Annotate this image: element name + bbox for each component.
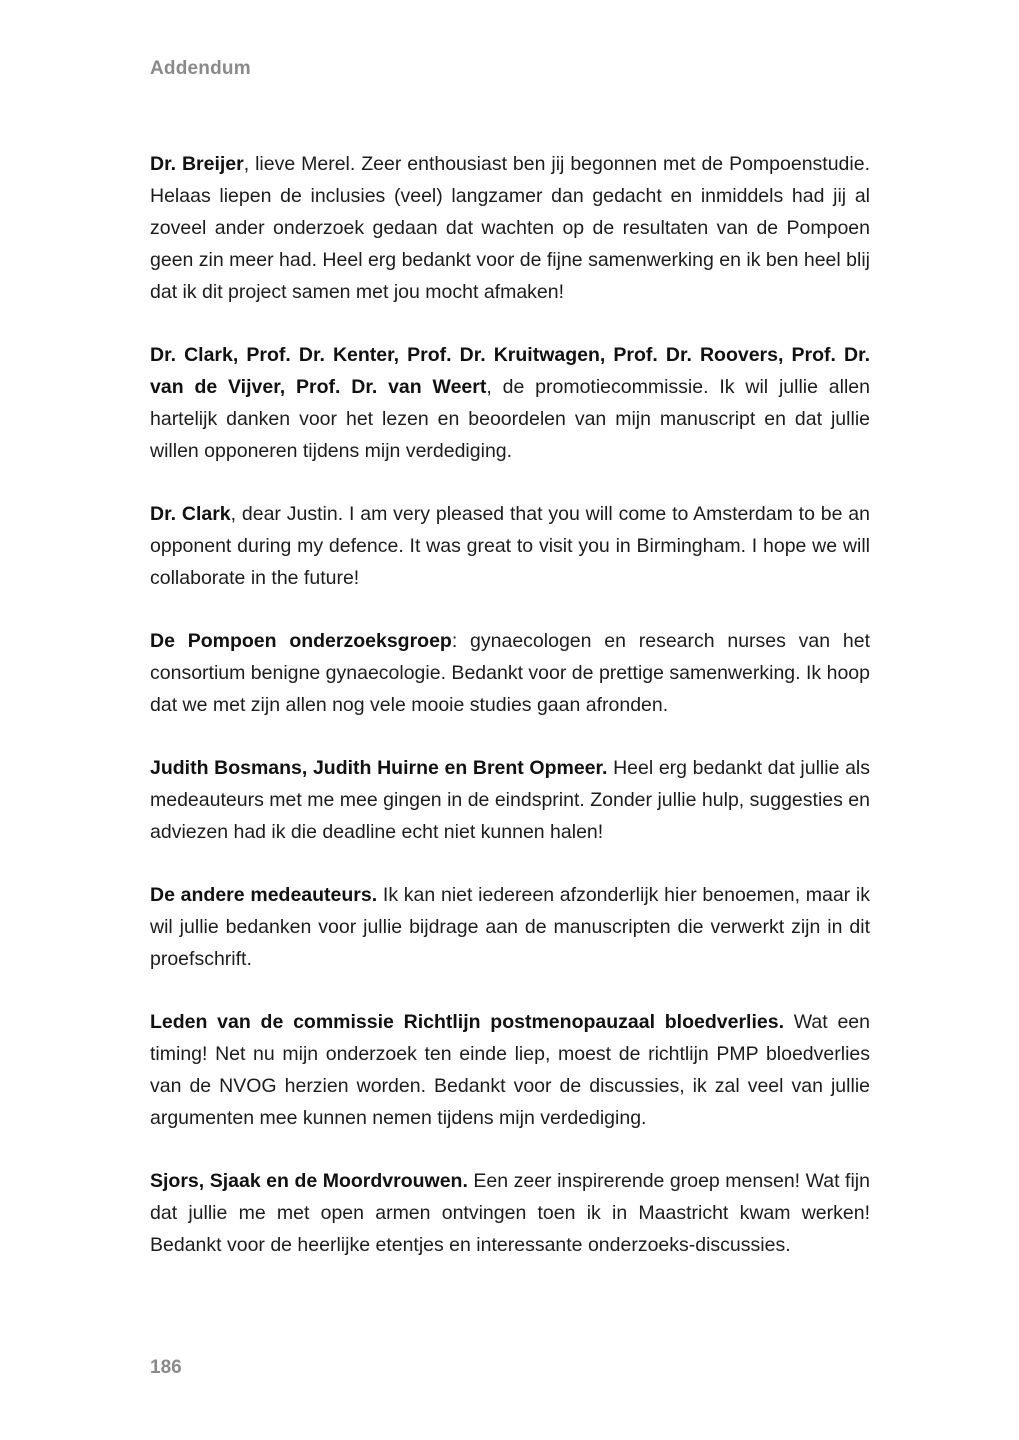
- paragraph-text: , de promotiecommissie. Ik wil jullie allen hartelijk danken voor het lezen en beoordelen van mijn manuscript en dat jullie willen opponeren tijdens mijn verdediging.: [150, 376, 870, 462]
- paragraph-lead: Leden van de commissie Richtlijn postmenopauzaal bloedverlies.: [150, 1011, 784, 1033]
- paragraph-pompoen-groep: [150, 625, 870, 721]
- paragraph-lead: Dr. Clark: [150, 503, 231, 525]
- paragraph-lead: De andere medeauteurs.: [150, 884, 378, 906]
- paragraph-lead: Judith Bosmans, Judith Huirne en Brent Opmeer.: [150, 757, 608, 779]
- paragraph-richtlijn-commissie: [150, 1006, 870, 1134]
- running-header: Addendum: [150, 58, 251, 79]
- page-number: 186: [150, 1357, 182, 1378]
- paragraph-text: Wat een timing! Net nu mijn onderzoek ten einde liep, moest de richtlijn PMP bloedverlies van de NVOG herzien worden. Bedankt voor de discussies, ik zal veel van jullie argumenten mee kunnen nemen tijdens mijn verdediging.: [150, 1011, 870, 1129]
- paragraph-text: Ik kan niet iedereen afzonderlijk hier benoemen, maar ik wil jullie bedanken voor jullie bijdrage aan de manuscripten die verwerkt zijn in dit proefschrift.: [150, 884, 870, 970]
- paragraph-text: Een zeer inspirerende groep mensen! Wat fijn dat jullie me met open armen ontvingen toen ik in Maastricht kwam werken! Bedankt voor de heerlijke etentjes en interessante onderzoeks-discussies.: [150, 1170, 870, 1256]
- paragraph-moordvrouwen: [150, 1165, 870, 1261]
- paragraph-lead: Sjors, Sjaak en de Moordvrouwen.: [150, 1170, 468, 1192]
- paragraph-text: Heel erg bedankt dat jullie als medeauteurs met me mee gingen in de eindsprint. Zonder jullie hulp, suggesties en adviezen had ik die deadline echt niet kunnen halen!: [150, 757, 870, 843]
- paragraph-promotiecommissie: [150, 339, 870, 467]
- acknowledgements-body: [150, 148, 870, 1292]
- paragraph-lead: Dr. Clark, Prof. Dr. Kenter, Prof. Dr. Kruitwagen, Prof. Dr. Roovers, Prof. Dr. van de Vijver, Prof. Dr. van Weert: [150, 344, 870, 398]
- paragraph-lead: De Pompoen onderzoeksgroep: [150, 630, 452, 652]
- paragraph-text: , lieve Merel. Zeer enthousiast ben jij begonnen met de Pompoenstudie. Helaas liepen de inclusies (veel) langzamer dan gedacht en inmiddels had jij al zoveel ander onderzoek gedaan dat wachten op de resultaten van de Pompoen geen zin meer had. Heel erg bedankt voor de fijne samenwerking en ik ben heel blij dat ik dit project samen met jou mocht afmaken!: [150, 153, 871, 303]
- paragraph-text: : gynaecologen en research nurses van het consortium benigne gynaecologie. Bedankt voor de prettige samenwerking. Ik hoop dat we met zijn allen nog vele mooie studies gaan afronden.: [150, 630, 870, 716]
- paragraph-clark: [150, 498, 870, 594]
- paragraph-medeauteurs-eindsprint: [150, 752, 870, 848]
- paragraph-breijer: [150, 148, 870, 308]
- paragraph-text: , dear Justin. I am very pleased that you will come to Amsterdam to be an opponent during my defence. It was great to visit you in Birmingham. I hope we will collaborate in the future!: [150, 503, 870, 589]
- paragraph-andere-medeauteurs: [150, 879, 870, 975]
- paragraph-lead: Dr. Breijer: [150, 153, 244, 175]
